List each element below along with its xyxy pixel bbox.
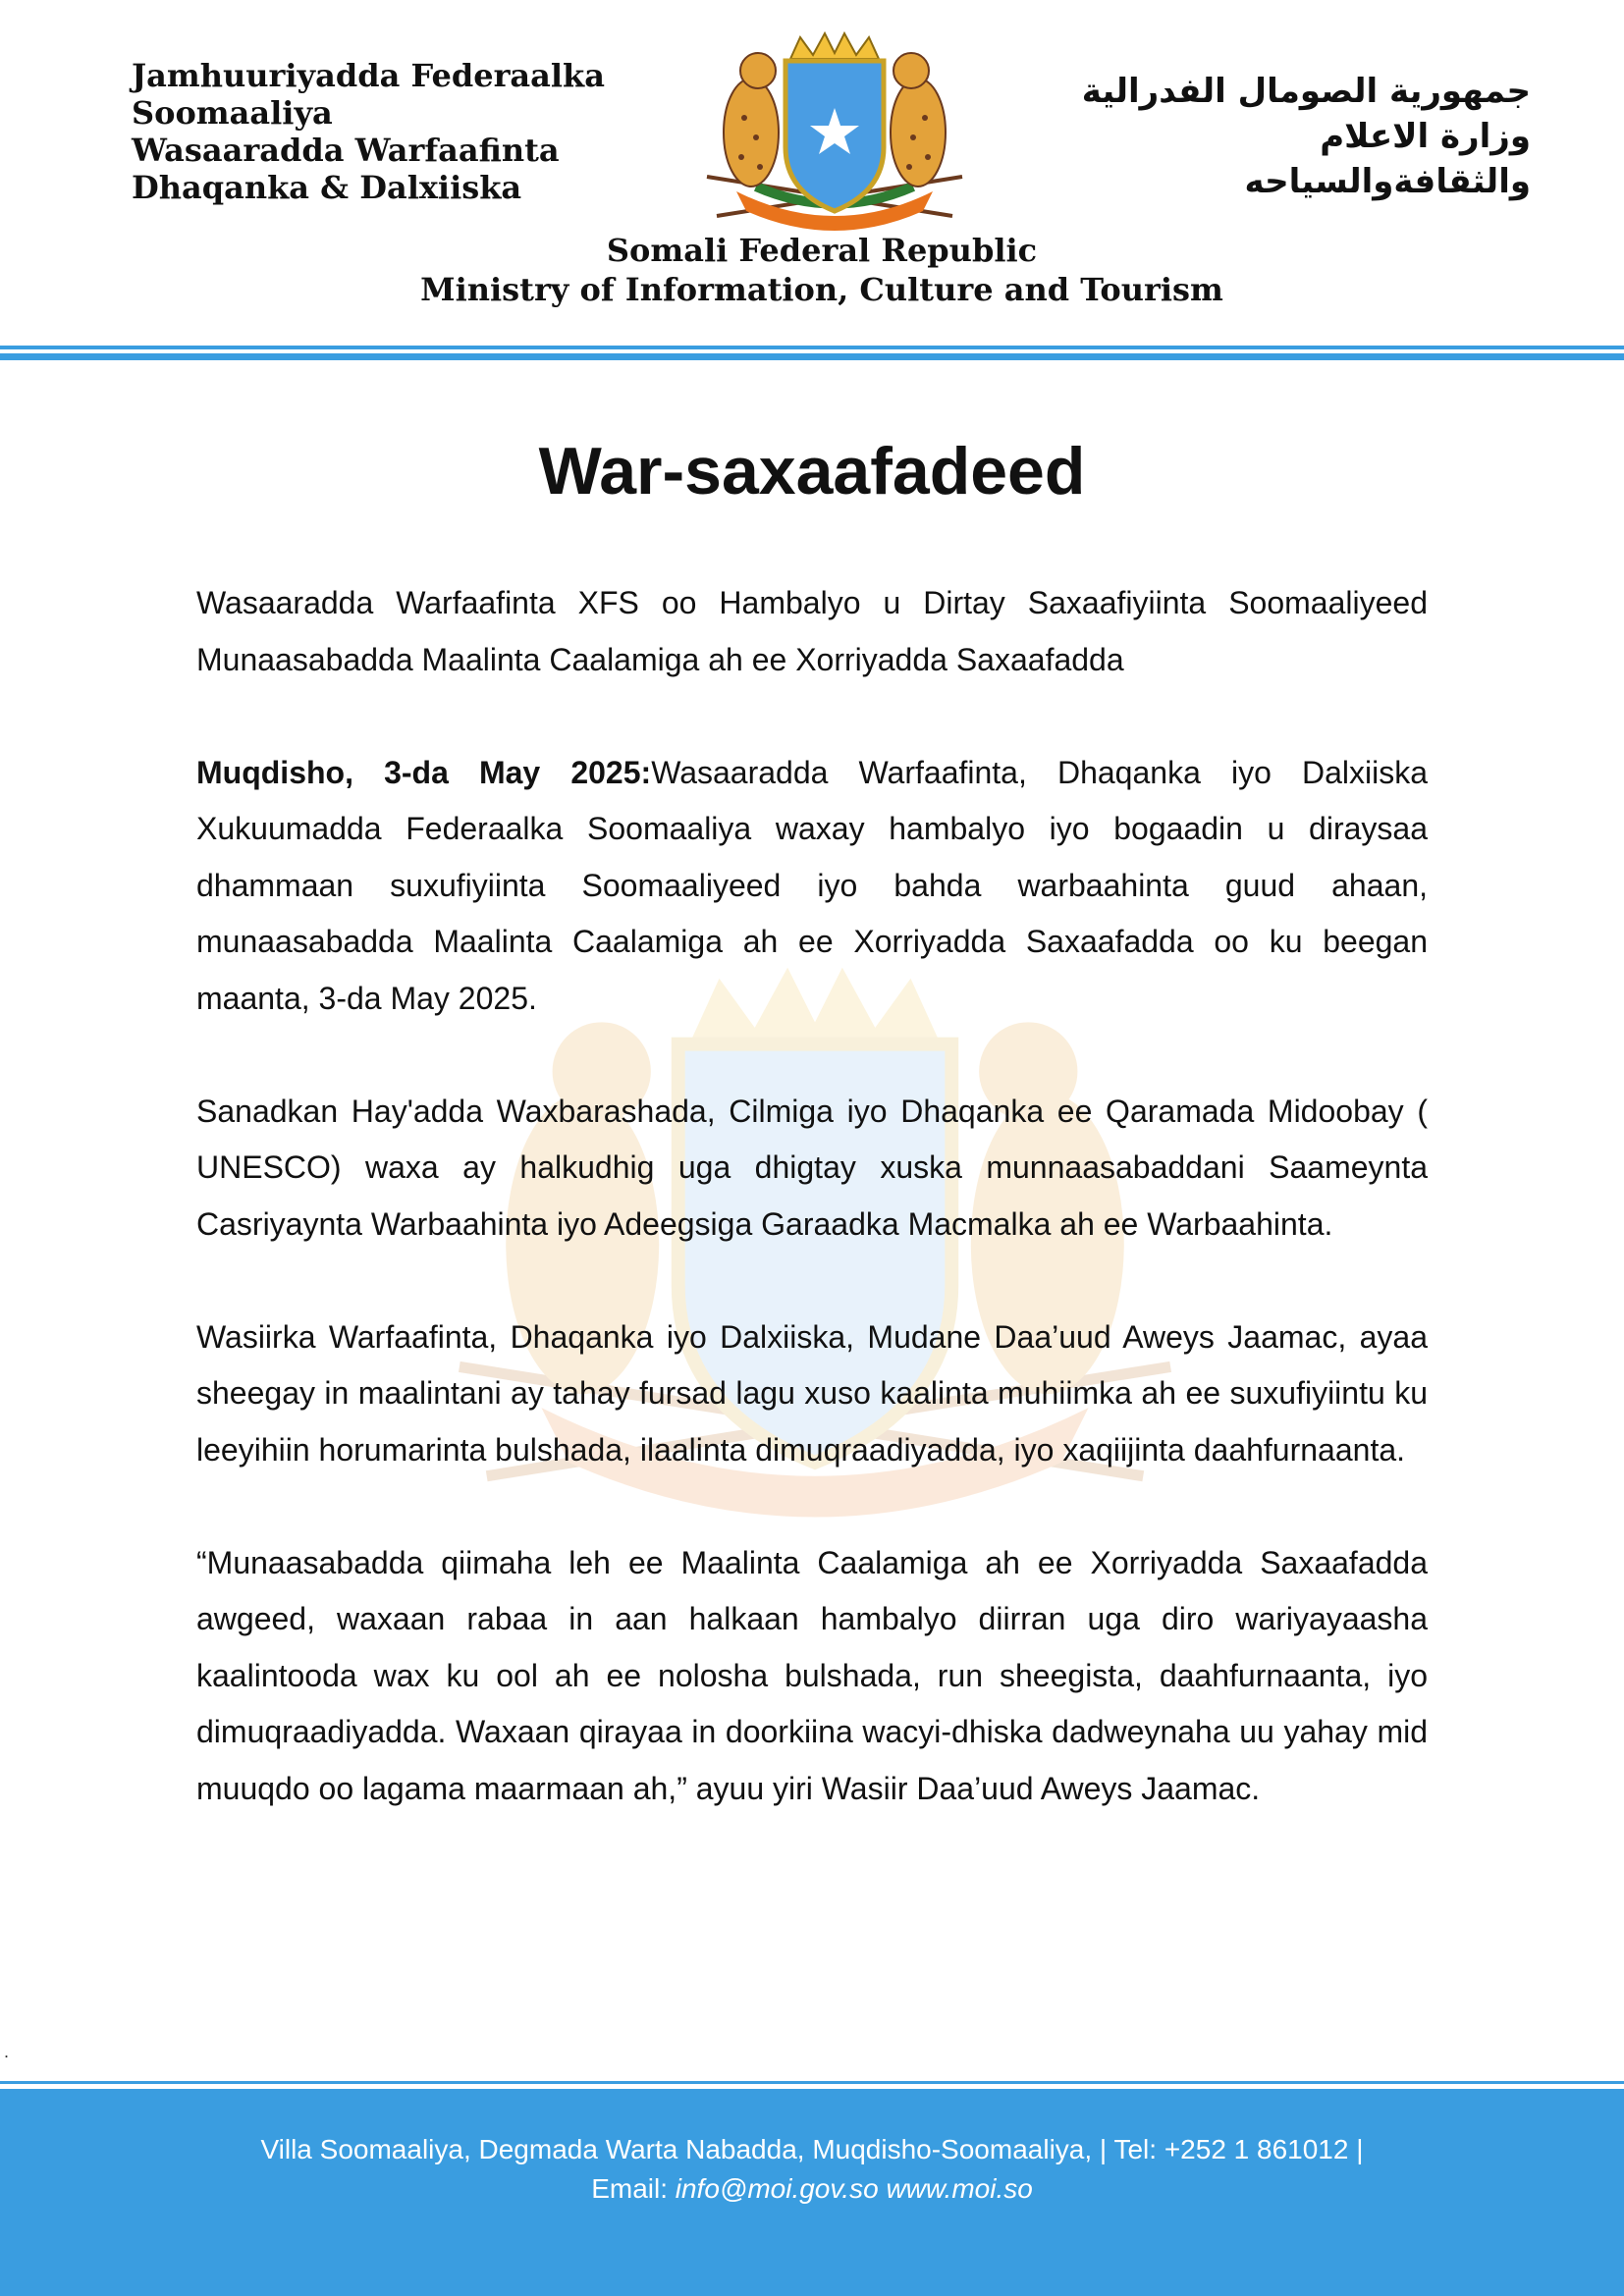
letterhead-right-line: وزارة الاعلام — [1320, 117, 1531, 156]
header-divider — [0, 353, 1624, 360]
paragraph — [196, 1535, 1428, 1818]
footer-divider — [0, 2081, 1624, 2084]
letterhead-left-line: Jamhuuriyadda Federaalka — [132, 57, 605, 94]
letterhead-arabic-names — [1082, 69, 1531, 204]
footer-email-link[interactable]: info@moi.gov.so — [675, 2173, 879, 2204]
dateline: Muqdisho, 3-da May 2025: — [196, 754, 652, 790]
paragraph — [196, 1309, 1428, 1479]
letterhead-right-line: والثقافةوالسياحه — [1244, 162, 1531, 201]
footer-contact — [0, 2169, 1624, 2209]
footer-address: Villa Soomaaliya, Degmada Warta Nabadda, Muqdisho-Soomaaliya, | Tel: +252 1 861012 | — [260, 2134, 1364, 2164]
paragraph-text: Wasiirka Warfaafinta, Dhaqanka iyo Dalxiiska, Mudane Daa’uud Aweys Jaamac, ayaa sheegay in maalintani ay tahay fursad lagu xuso kaalinta muhiimka ah ee suxufiyiintu ku leeyihiin horumarinta bulshada, ilaalinta dimuqraadiyadda, iyo xaqiijinta daahfurnaanta. — [196, 1318, 1428, 1468]
paragraph — [196, 745, 1428, 1028]
footer-website-link[interactable]: www.moi.so — [886, 2173, 1033, 2204]
letterhead-english-names — [0, 231, 1624, 309]
coat-of-arms-icon — [697, 29, 972, 231]
letterhead-right-line: جمهورية الصومال الفدرالية — [1081, 72, 1531, 111]
header-divider — [0, 346, 1624, 349]
letterhead-center-line: Ministry of Information, Culture and Tourism — [420, 271, 1223, 308]
paragraph-text: Sanadkan Hay'adda Waxbarashada, Cilmiga iyo Dhaqanka ee Qaramada Midoobay ( UNESCO) waxa ay halkudhig uga dhigtay xuska munnaasabaddani Saameynta Casriyaynta Warbaahinta iyo Adeegsiga Garaadka Macmalka ah ee Warbaahinta. — [196, 1093, 1428, 1242]
paragraph — [196, 575, 1428, 688]
letterhead-left-line: Dhaqanka & Dalxiiska — [132, 169, 522, 206]
footer-email-label: Email: — [591, 2173, 676, 2204]
stray-mark: . — [4, 2042, 10, 2061]
letterhead-center-line: Somali Federal Republic — [606, 232, 1038, 269]
letterhead-left-line: Soomaaliya — [132, 94, 333, 132]
press-release-body — [196, 575, 1428, 1874]
paragraph-text: “Munaasabadda qiimaha leh ee Maalinta Caalamiga ah ee Xorriyadda Saxaafadda awgeed, waxaan rabaa in aan halkaan hambalyo diirran uga diro wariyayaasha kaalintooda wax ku ool ah ee nolosha bulshada, run sheegista, daahfurnaanta, iyo dimuqraadiyadda. Waxaan qirayaa in doorkiina wacyi-dhiska dadweynaha uu yahay mid muuqdo oo lagama maarmaan ah,” ayuu yiri Wasiir Daa’uud Aweys Jaamac. — [196, 1544, 1428, 1806]
letterhead-left-line: Wasaaradda Warfaafinta — [132, 132, 560, 169]
paragraph-text: Wasaaradda Warfaafinta XFS oo Hambalyo u Dirtay Saxaafiyiinta Soomaaliyeed Munaasabadda Maalinta Caalamiga ah ee Xorriyadda Saxaafadda — [196, 585, 1428, 677]
page-title: War-saxaafadeed — [538, 434, 1086, 508]
letterhead-somali-names — [132, 57, 605, 206]
footer — [0, 2089, 1624, 2296]
paragraph-text: Wasaaradda Warfaafinta, Dhaqanka iyo Dalxiiska Xukuumadda Federaalka Soomaaliya waxay hambalyo iyo bogaadin u diraysaa dhammaan suxufiyiinta Soomaaliyeed iyo bahda warbaahinta guud ahaan, munaasabadda Maalinta Caalamiga ah ee Xorriyadda Saxaafadda oo ku beegan maanta, 3-da May 2025. — [196, 754, 1429, 1016]
paragraph — [196, 1084, 1428, 1254]
